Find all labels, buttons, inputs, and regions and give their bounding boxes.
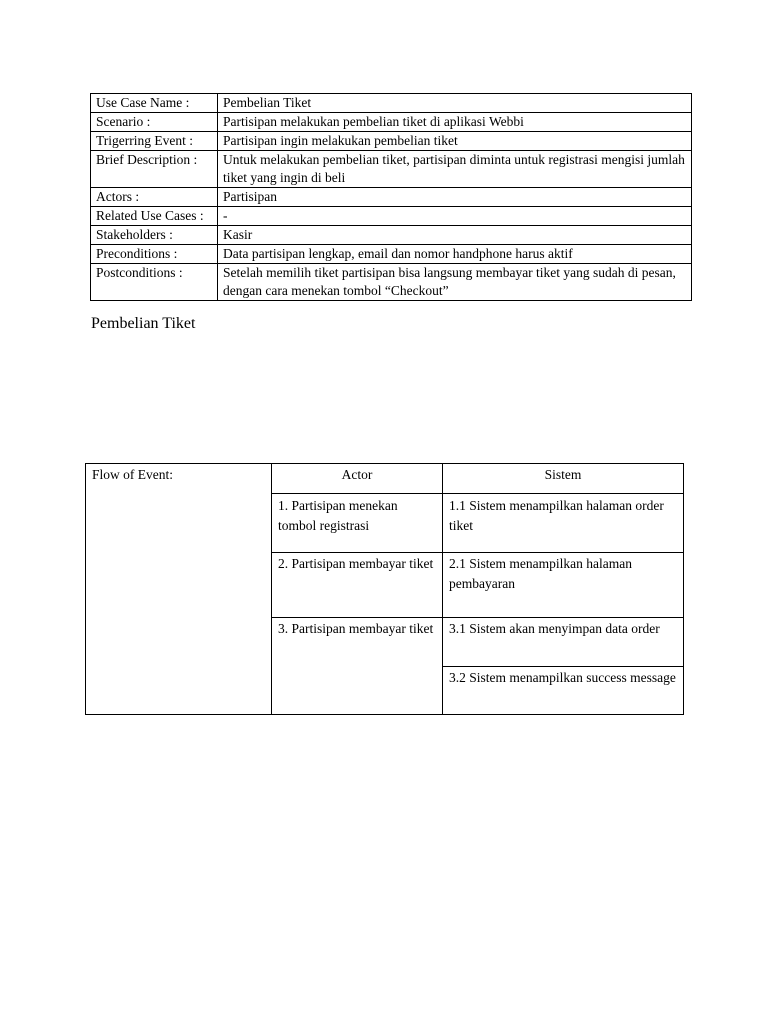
row-label-postconditions: Postconditions : xyxy=(91,264,218,301)
actor-step-3: 3. Partisipan membayar tiket xyxy=(272,618,443,715)
system-step-3-1: 3.1 Sistem akan menyimpan data order xyxy=(443,618,684,667)
table-row xyxy=(91,245,692,264)
table-row xyxy=(91,226,692,245)
row-value-stakeholders: Kasir xyxy=(218,226,692,245)
row-value-related-use-cases: - xyxy=(218,207,692,226)
row-value-brief-description: Untuk melakukan pembelian tiket, partisipan diminta untuk registrasi mengisi jumlah tiket yang ingin di beli xyxy=(218,151,692,188)
flow-of-event-label: Flow of Event: xyxy=(86,464,272,715)
row-label-actors: Actors : xyxy=(91,188,218,207)
table-row xyxy=(91,113,692,132)
table-row xyxy=(91,207,692,226)
row-value-use-case-name: Pembelian Tiket xyxy=(218,94,692,113)
row-value-postconditions: Setelah memilih tiket partisipan bisa langsung membayar tiket yang sudah di pesan, dengan cara menekan tombol “Checkout” xyxy=(218,264,692,301)
table-row xyxy=(91,94,692,113)
use-case-table xyxy=(90,93,692,301)
row-value-actors: Partisipan xyxy=(218,188,692,207)
actor-step-2: 2. Partisipan membayar tiket xyxy=(272,553,443,618)
row-label-preconditions: Preconditions : xyxy=(91,245,218,264)
actor-column-header: Actor xyxy=(272,464,443,494)
table-row xyxy=(91,264,692,301)
row-label-brief-description: Brief Description : xyxy=(91,151,218,188)
row-value-scenario: Partisipan melakukan pembelian tiket di aplikasi Webbi xyxy=(218,113,692,132)
row-label-related-use-cases: Related Use Cases : xyxy=(91,207,218,226)
row-label-scenario: Scenario : xyxy=(91,113,218,132)
system-step-2-1: 2.1 Sistem menampilkan halaman pembayaran xyxy=(443,553,684,618)
row-label-use-case-name: Use Case Name : xyxy=(91,94,218,113)
row-value-preconditions: Data partisipan lengkap, email dan nomor handphone harus aktif xyxy=(218,245,692,264)
table-row xyxy=(91,151,692,188)
table-caption: Pembelian Tiket xyxy=(91,315,196,332)
system-column-header: Sistem xyxy=(443,464,684,494)
table-row xyxy=(91,132,692,151)
row-value-triggering-event: Partisipan ingin melakukan pembelian tiket xyxy=(218,132,692,151)
system-step-3-2: 3.2 Sistem menampilkan success message xyxy=(443,667,684,715)
table-row xyxy=(91,188,692,207)
row-label-stakeholders: Stakeholders : xyxy=(91,226,218,245)
flow-of-event-table xyxy=(85,463,684,715)
actor-step-1: 1. Partisipan menekan tombol registrasi xyxy=(272,494,443,553)
row-label-triggering-event: Trigerring Event : xyxy=(91,132,218,151)
table-row xyxy=(86,464,684,494)
system-step-1-1: 1.1 Sistem menampilkan halaman order tiket xyxy=(443,494,684,553)
